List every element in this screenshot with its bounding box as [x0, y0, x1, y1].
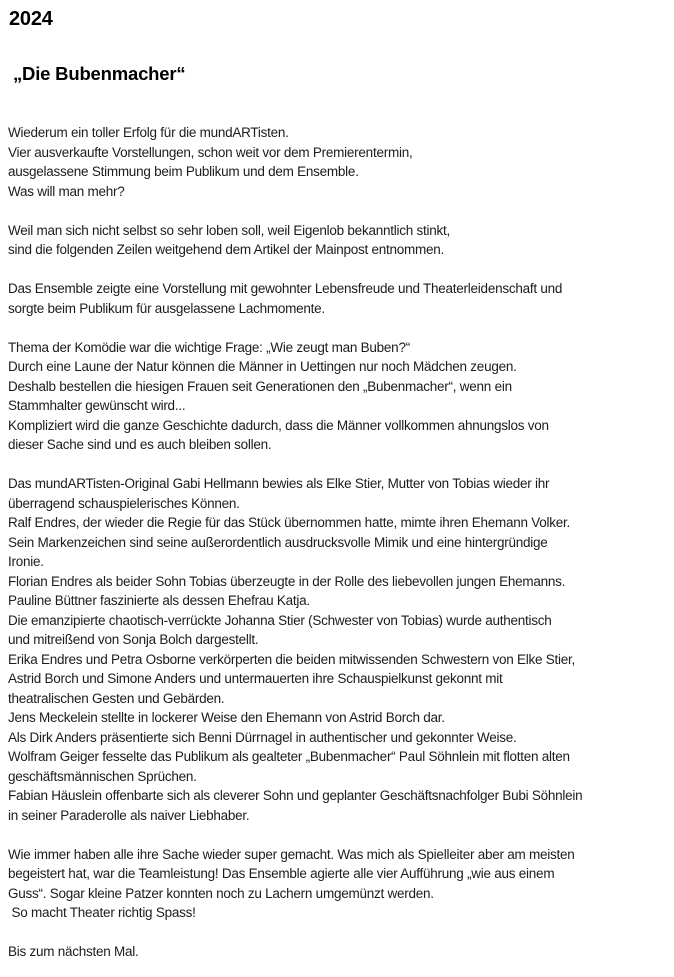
text-line: Guss“. Sogar kleine Patzer konnten noch zu Lachern umgemünzt werden. [8, 885, 434, 901]
text-line: Deshalb bestellen die hiesigen Frauen seit Generationen den „Bubenmacher“, wenn ein [8, 378, 512, 394]
text-line: Wiederum ein toller Erfolg für die mundARTisten. [8, 125, 289, 140]
text-line: Florian Endres als beider Sohn Tobias überzeugte in der Rolle des liebevollen jungen Ehemanns. [8, 573, 566, 589]
text-line: sind die folgenden Zeilen weitgehend dem Artikel der Mainpost entnommen. [8, 242, 445, 257]
text-line: Die emanzipierte chaotisch-verrückte Johanna Stier (Schwester von Tobias) wurde authentisch [8, 612, 552, 628]
paragraph [8, 845, 674, 923]
text-line: und mitreißend von Sonja Bolch dargestellt. [8, 632, 259, 647]
text-line: Ironie. [8, 554, 44, 569]
text-line: Astrid Borch und Simone Anders und untermauerten ihre Schauspielkunst gekonnt mit [8, 671, 503, 686]
paragraph [8, 942, 674, 962]
text-line: geschäftsmännischen Sprüchen. [8, 768, 197, 784]
text-line: Was will man mehr? [8, 183, 125, 199]
text-line: sorgte beim Publikum für ausgelassene Lachmomente. [8, 300, 325, 316]
paragraph [8, 279, 674, 318]
text-line: Bis zum nächsten Mal. [8, 944, 139, 959]
text-line: Das Ensemble zeigte eine Vorstellung mit gewohnter Lebensfreude und Theaterleidenschaft und [8, 281, 563, 296]
paragraph [8, 123, 674, 201]
text-line: Kompliziert wird die ganze Geschichte dadurch, dass die Männer vollkommen ahnungslos von [8, 417, 549, 433]
text-line: Erika Endres und Petra Osborne verkörperten die beiden mitwissenden Schwestern von Elke Stier, [8, 651, 576, 667]
text-line: Sein Markenzeichen sind seine außerordentlich ausdrucksvolle Mimik und eine hintergründige [8, 534, 548, 550]
text-line: in seiner Paraderolle als naiver Liebhaber. [8, 807, 250, 823]
text-line: ausgelassene Stimmung beim Publikum und dem Ensemble. [8, 164, 359, 179]
text-line: Wolfram Geiger fesselte das Publikum als gealteter „Bubenmacher“ Paul Söhnlein mit flotten alten [8, 749, 570, 764]
text-line: überragend schauspielerisches Können. [8, 495, 240, 511]
text-line: Thema der Komödie war die wichtige Frage: „Wie zeugt man Buben?“ [8, 339, 410, 355]
article-body [8, 123, 674, 962]
text-line: Wie immer haben alle ihre Sache wieder super gemacht. Was mich als Spielleiter aber am meisten [8, 846, 575, 862]
text-line: Jens Meckelein stellte in lockerer Weise den Ehemann von Astrid Borch dar. [8, 710, 445, 725]
paragraph [8, 338, 674, 455]
text-line: dieser Sache sind und es auch bleiben sollen. [8, 437, 272, 452]
year-heading: 2024 [9, 8, 53, 30]
text-line: Fabian Häuslein offenbarte sich als cleverer Sohn und geplanter Geschäftsnachfolger Bubi Söhnlein [8, 788, 583, 803]
text-line: So macht Theater richtig Spass! [8, 905, 196, 920]
play-title-heading: „Die Bubenmacher“ [13, 63, 186, 84]
paragraph [8, 474, 674, 825]
text-line: theatralischen Gesten und Gebärden. [8, 690, 225, 706]
text-line: Als Dirk Anders präsentierte sich Benni Dürrnagel in authentischer und gekonnter Weise. [8, 729, 517, 745]
text-line: Durch eine Laune der Natur können die Männer in Uettingen nur noch Mädchen zeugen. [8, 359, 517, 374]
text-line: Das mundARTisten-Original Gabi Hellmann bewies als Elke Stier, Mutter von Tobias wieder ihr [8, 476, 550, 491]
paragraph [8, 221, 674, 260]
text-line: begeistert hat, war die Teamleistung! Das Ensemble agierte alle vier Aufführung „wie aus einem [8, 866, 555, 881]
text-line: Ralf Endres, der wieder die Regie für das Stück übernommen hatte, mimte ihren Ehemann Volker. [8, 515, 571, 530]
text-line: Vier ausverkaufte Vorstellungen, schon weit vor dem Premierentermin, [8, 144, 413, 160]
text-line: Pauline Büttner faszinierte als dessen Ehefrau Katja. [8, 593, 310, 608]
text-line: Stammhalter gewünscht wird... [8, 398, 186, 413]
text-line: Weil man sich nicht selbst so sehr loben soll, weil Eigenlob bekanntlich stinkt, [8, 222, 450, 238]
